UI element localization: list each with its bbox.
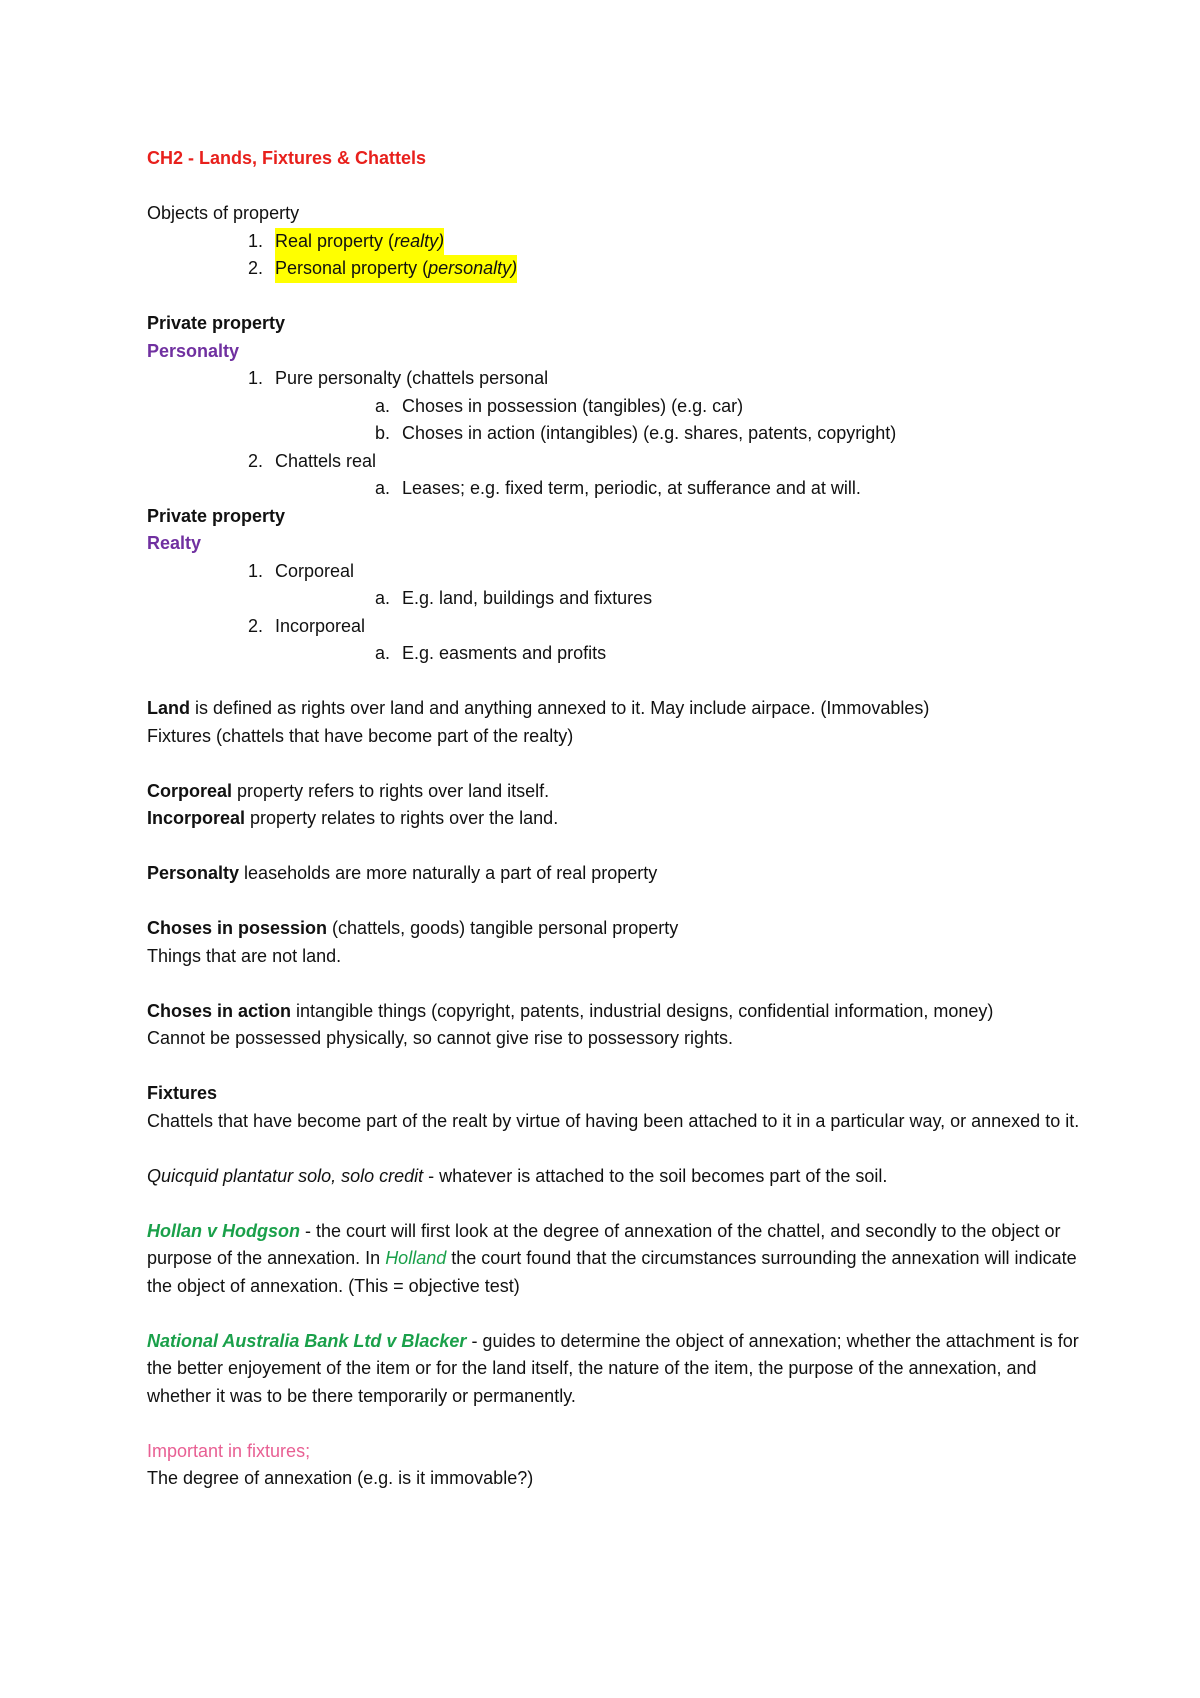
objects-heading: Objects of property	[147, 203, 300, 223]
list-item: b. Choses in action (intangibles) (e.g. shares, patents, copyright)	[374, 423, 897, 443]
list-item: 1. Pure personalty (chattels personal	[247, 368, 549, 388]
fixtures-heading: Fixtures	[147, 1083, 218, 1103]
case-name: National Australia Bank Ltd v Blacker	[147, 1330, 467, 1351]
list-item: 2. Incorporeal	[247, 615, 366, 636]
list-item	[147, 228, 1087, 256]
case-name: Hollan v Hodgson	[147, 1220, 300, 1241]
list-item: a. E.g. land, buildings and fixtures	[374, 588, 653, 608]
section-subheading: Personalty	[147, 340, 240, 361]
list-item	[147, 255, 1087, 283]
document-body	[147, 145, 1087, 1493]
paragraph-nab: National Australia Bank Ltd v Blacker - guides to determine the object of annexation; whether the attachment is for the better enjoyement of the item or for the land itself, the nature of the item, the purpose of the annexation, and whether it was to be there temporarily or permanently.	[147, 1330, 1079, 1406]
list-marker: 2.	[247, 258, 263, 278]
paragraph-fixtures: Chattels that have become part of the realt by virtue of having been attached to it in a particular way, or annexed to it.	[147, 1110, 1080, 1131]
paragraph-land: Land is defined as rights over land and anything annexed to it. May include airpace. (Immovables)	[147, 698, 930, 718]
section-subheading: Realty	[147, 533, 202, 553]
list-item: a. E.g. easments and profits	[374, 643, 607, 663]
paragraph-personalty: Personalty leaseholds are more naturally a part of real property	[147, 863, 658, 883]
paragraph-cannot-possess: Cannot be possessed physically, so cannot give rise to possessory rights.	[147, 1028, 733, 1048]
list-item: a. Choses in possession (tangibles) (e.g. car)	[374, 395, 744, 416]
section-heading: Private property	[147, 505, 286, 526]
paragraph-incorporeal: Incorporeal property relates to rights over the land.	[147, 808, 559, 828]
list-item: 1. Corporeal	[247, 560, 355, 581]
paragraph-choses-possession: Choses in posession (chattels, goods) tangible personal property	[147, 918, 679, 938]
paragraph-corporeal: Corporeal property refers to rights over land itself.	[147, 780, 550, 801]
document-title: CH2 - Lands, Fixtures & Chattels	[147, 148, 427, 168]
paragraph-maxim: Quicquid plantatur solo, solo credit - whatever is attached to the soil becomes part of the soil.	[147, 1165, 888, 1186]
list-item: a. Leases; e.g. fixed term, periodic, at sufferance and at will.	[374, 478, 861, 498]
paragraph-not-land: Things that are not land.	[147, 945, 342, 966]
paragraph-degree: The degree of annexation (e.g. is it immovable?)	[147, 1468, 534, 1488]
list-marker: 1.	[247, 230, 263, 251]
paragraph-fixtures-note: Fixtures (chattels that have become part of the realty)	[147, 725, 574, 746]
paragraph-holland: Hollan v Hodgson - the court will first look at the degree of annexation of the chattel, and secondly to the object or purpose of the annexation. In Holland the court found that the circumstances surrounding the annexation will indicate the object of annexation. (This = objective test)	[147, 1220, 1077, 1296]
highlighted-text: Personal property (personalty)	[275, 255, 517, 283]
list-item: 2. Chattels real	[247, 450, 377, 471]
highlighted-text: Real property (realty)	[275, 228, 444, 256]
section-heading: Private property	[147, 313, 286, 333]
important-heading: Important in fixtures;	[147, 1440, 311, 1461]
paragraph-choses-action: Choses in action intangible things (copyright, patents, industrial designs, confidential information, money)	[147, 1000, 994, 1021]
case-name: Holland	[385, 1248, 447, 1268]
